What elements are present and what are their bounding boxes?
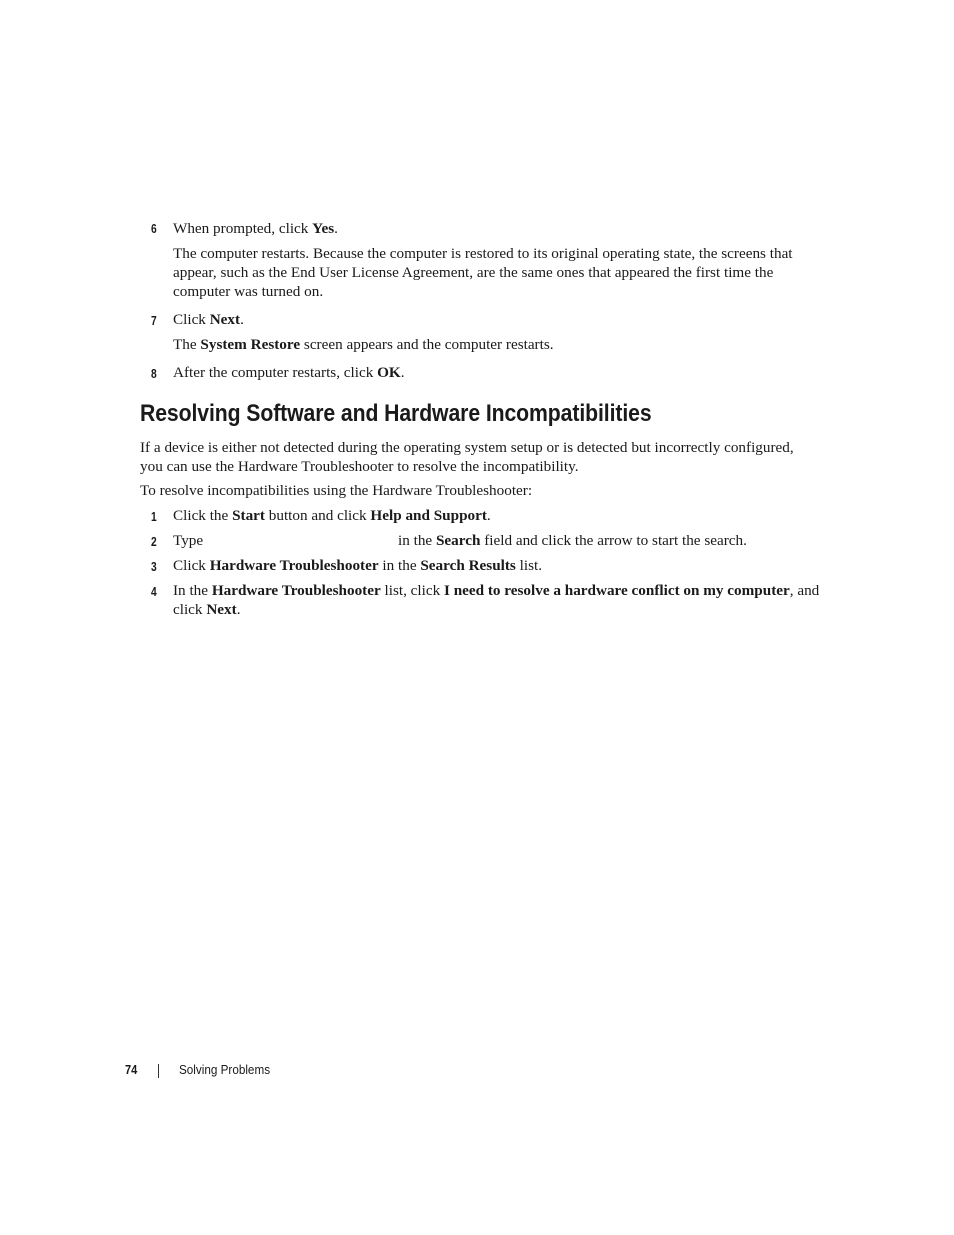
step-6-followup-line-2: appear, such as the End User License Agreement, are the same ones that appeared the first time the bbox=[173, 264, 774, 281]
step-number: 1 bbox=[151, 510, 157, 524]
step-number: 7 bbox=[151, 314, 157, 328]
footer-section-name: Solving Problems bbox=[179, 1062, 271, 1077]
step-text-line-1: In the Hardware Troubleshooter list, click I need to resolve a hardware conflict on my computer, and bbox=[173, 582, 820, 599]
step-7-followup: The System Restore screen appears and the computer restarts. bbox=[173, 336, 554, 353]
step-text: Click Hardware Troubleshooter in the Search Results list. bbox=[173, 557, 543, 574]
page-number: 74 bbox=[125, 1062, 138, 1077]
lead-in: To resolve incompatibilities using the Hardware Troubleshooter: bbox=[140, 482, 533, 499]
intro-line-2: you can use the Hardware Troubleshooter to resolve the incompatibility. bbox=[140, 458, 579, 475]
step-text: Click Next. bbox=[173, 311, 244, 328]
section-heading: Resolving Software and Hardware Incompatibilities bbox=[140, 400, 652, 427]
step-text: Click the Start button and click Help and Support. bbox=[173, 507, 491, 524]
step-text: When prompted, click Yes. bbox=[173, 220, 338, 237]
step-6-followup-line-3: computer was turned on. bbox=[173, 283, 324, 300]
intro-line-1: If a device is either not detected during the operating system setup or is detected but incorrectly configured, bbox=[140, 439, 794, 456]
step-number: 6 bbox=[151, 222, 157, 236]
step-number: 4 bbox=[151, 585, 157, 599]
step-number: 2 bbox=[151, 535, 157, 549]
footer-separator bbox=[158, 1064, 159, 1078]
step-text-rest: in the Search field and click the arrow to start the search. bbox=[398, 532, 747, 549]
step-text-type: Type bbox=[173, 532, 204, 549]
step-number: 3 bbox=[151, 560, 157, 574]
step-6-followup-line-1: The computer restarts. Because the computer is restored to its original operating state, the screens that bbox=[173, 245, 793, 262]
step-text-line-2: click Next. bbox=[173, 601, 241, 618]
step-text: After the computer restarts, click OK. bbox=[173, 364, 405, 381]
step-number: 8 bbox=[151, 367, 157, 381]
